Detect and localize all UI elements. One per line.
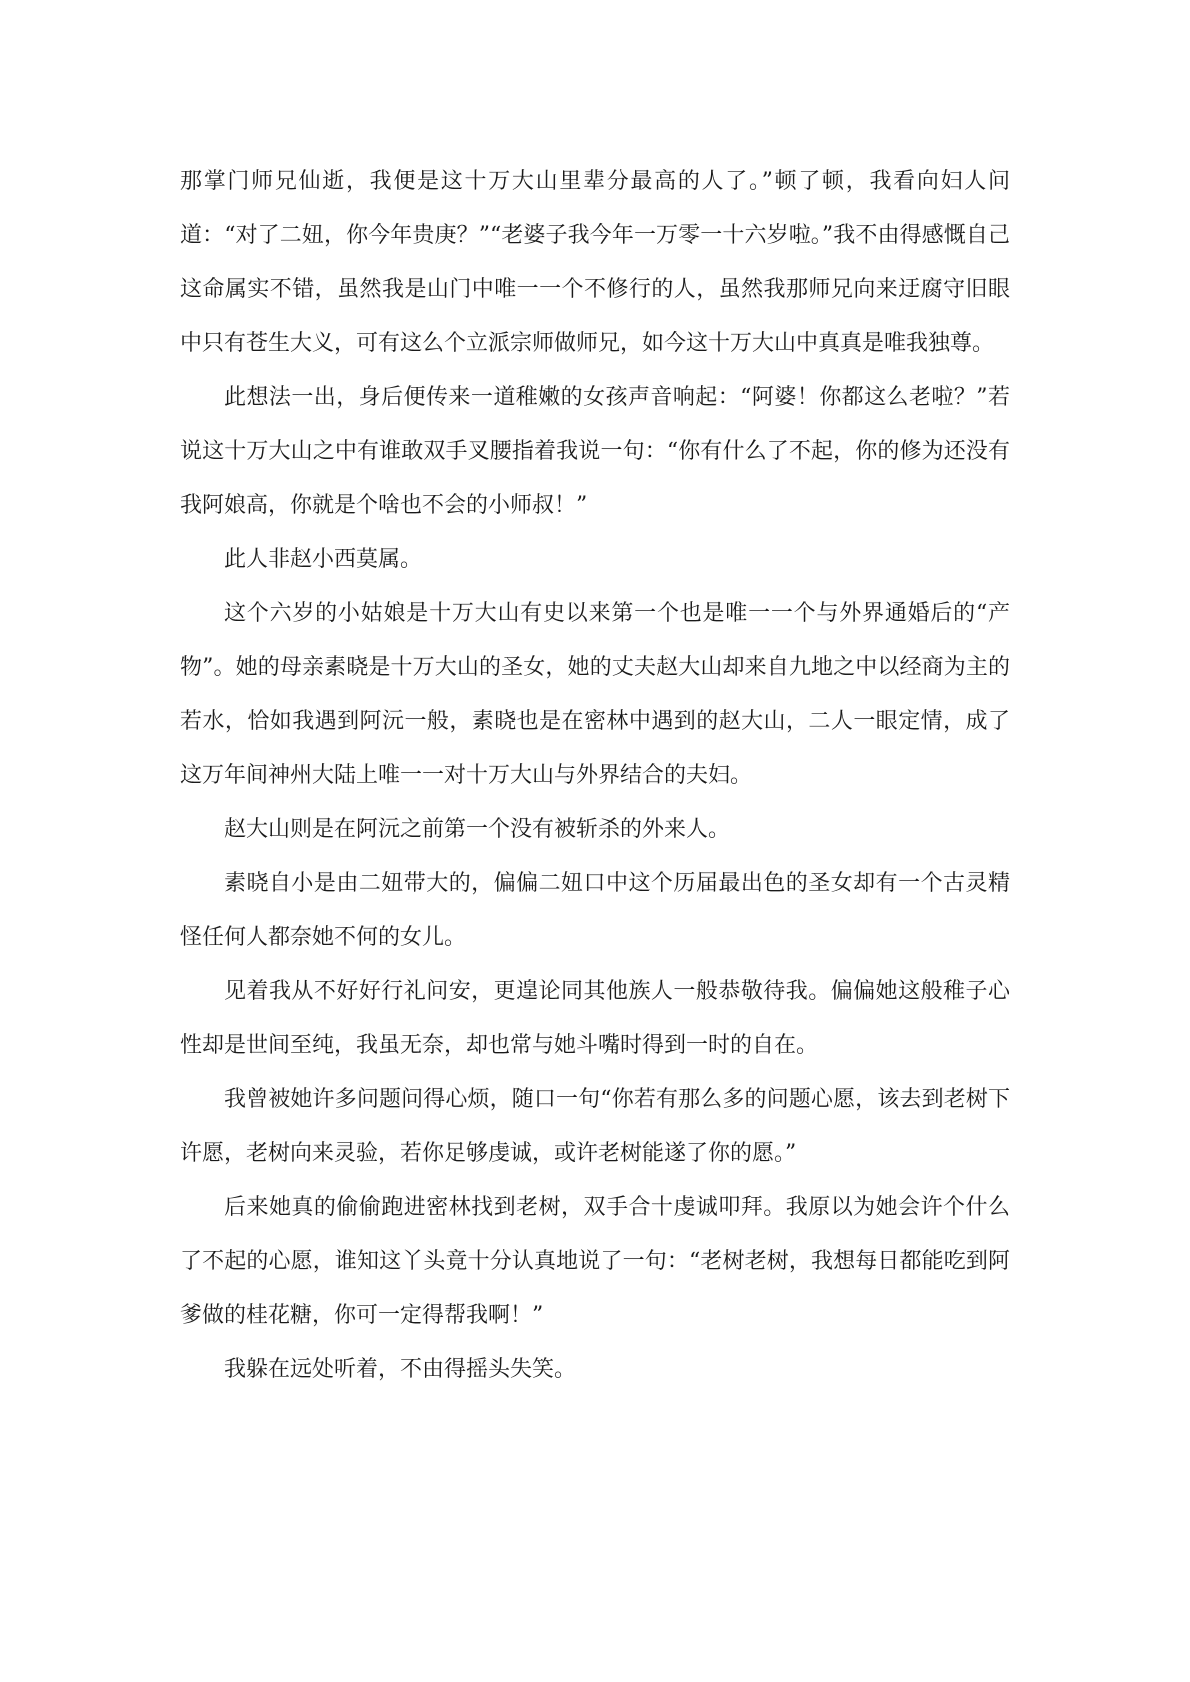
- paragraph-1: 那掌门师兄仙逝，我便是这十万大山里辈分最高的人了。”顿了顿，我看向妇人问道：“对了二妞，你今年贵庚？”“老婆子我今年一万零一十六岁啦。”我不由得感慨自己这命属实不错，虽然我是山门中唯一一个不修行的人，虽然我那师兄向来迂腐守旧眼中只有苍生大义，可有这么个立派宗师做师兄，如今这十万大山中真真是唯我独尊。: [180, 169, 1010, 356]
- paragraph-9: 后来她真的偷偷跑进密林找到老树，双手合十虔诚叩拜。我原以为她会许个什么了不起的心愿，谁知这丫头竟十分认真地说了一句：“老树老树，我想每日都能吃到阿爹做的桂花糖，你可一定得帮我啊！”: [180, 1195, 1010, 1328]
- paragraph-10: 我躲在远处听着，不由得摇头失笑。: [224, 1357, 577, 1382]
- text-body: [180, 155, 1010, 1397]
- paragraph-3: 此人非赵小西莫属。: [224, 547, 423, 572]
- paragraph-5: 赵大山则是在阿沅之前第一个没有被斩杀的外来人。: [224, 817, 731, 842]
- paragraph-8: 我曾被她许多问题问得心烦，随口一句“你若有那么多的问题心愿，该去到老树下许愿，老树向来灵验，若你足够虔诚，或许老树能遂了你的愿。”: [180, 1087, 1010, 1166]
- paragraph-4: 这个六岁的小姑娘是十万大山有史以来第一个也是唯一一个与外界通婚后的“产物”。她的母亲素晓是十万大山的圣女，她的丈夫赵大山却来自九地之中以经商为主的若水，恰如我遇到阿沅一般，素晓也是在密林中遇到的赵大山，二人一眼定情，成了这万年间神州大陆上唯一一对十万大山与外界结合的夫妇。: [180, 601, 1010, 788]
- paragraph-2: 此想法一出，身后便传来一道稚嫩的女孩声音响起：“阿婆！你都这么老啦？”若说这十万大山之中有谁敢双手叉腰指着我说一句：“你有什么了不起，你的修为还没有我阿娘高，你就是个啥也不会的小师叔！”: [180, 385, 1010, 518]
- paragraph-6: 素晓自小是由二妞带大的，偏偏二妞口中这个历届最出色的圣女却有一个古灵精怪任何人都奈她不何的女儿。: [180, 871, 1010, 950]
- paragraph-7: 见着我从不好好行礼问安，更遑论同其他族人一般恭敬待我。偏偏她这般稚子心性却是世间至纯，我虽无奈，却也常与她斗嘴时得到一时的自在。: [180, 979, 1010, 1058]
